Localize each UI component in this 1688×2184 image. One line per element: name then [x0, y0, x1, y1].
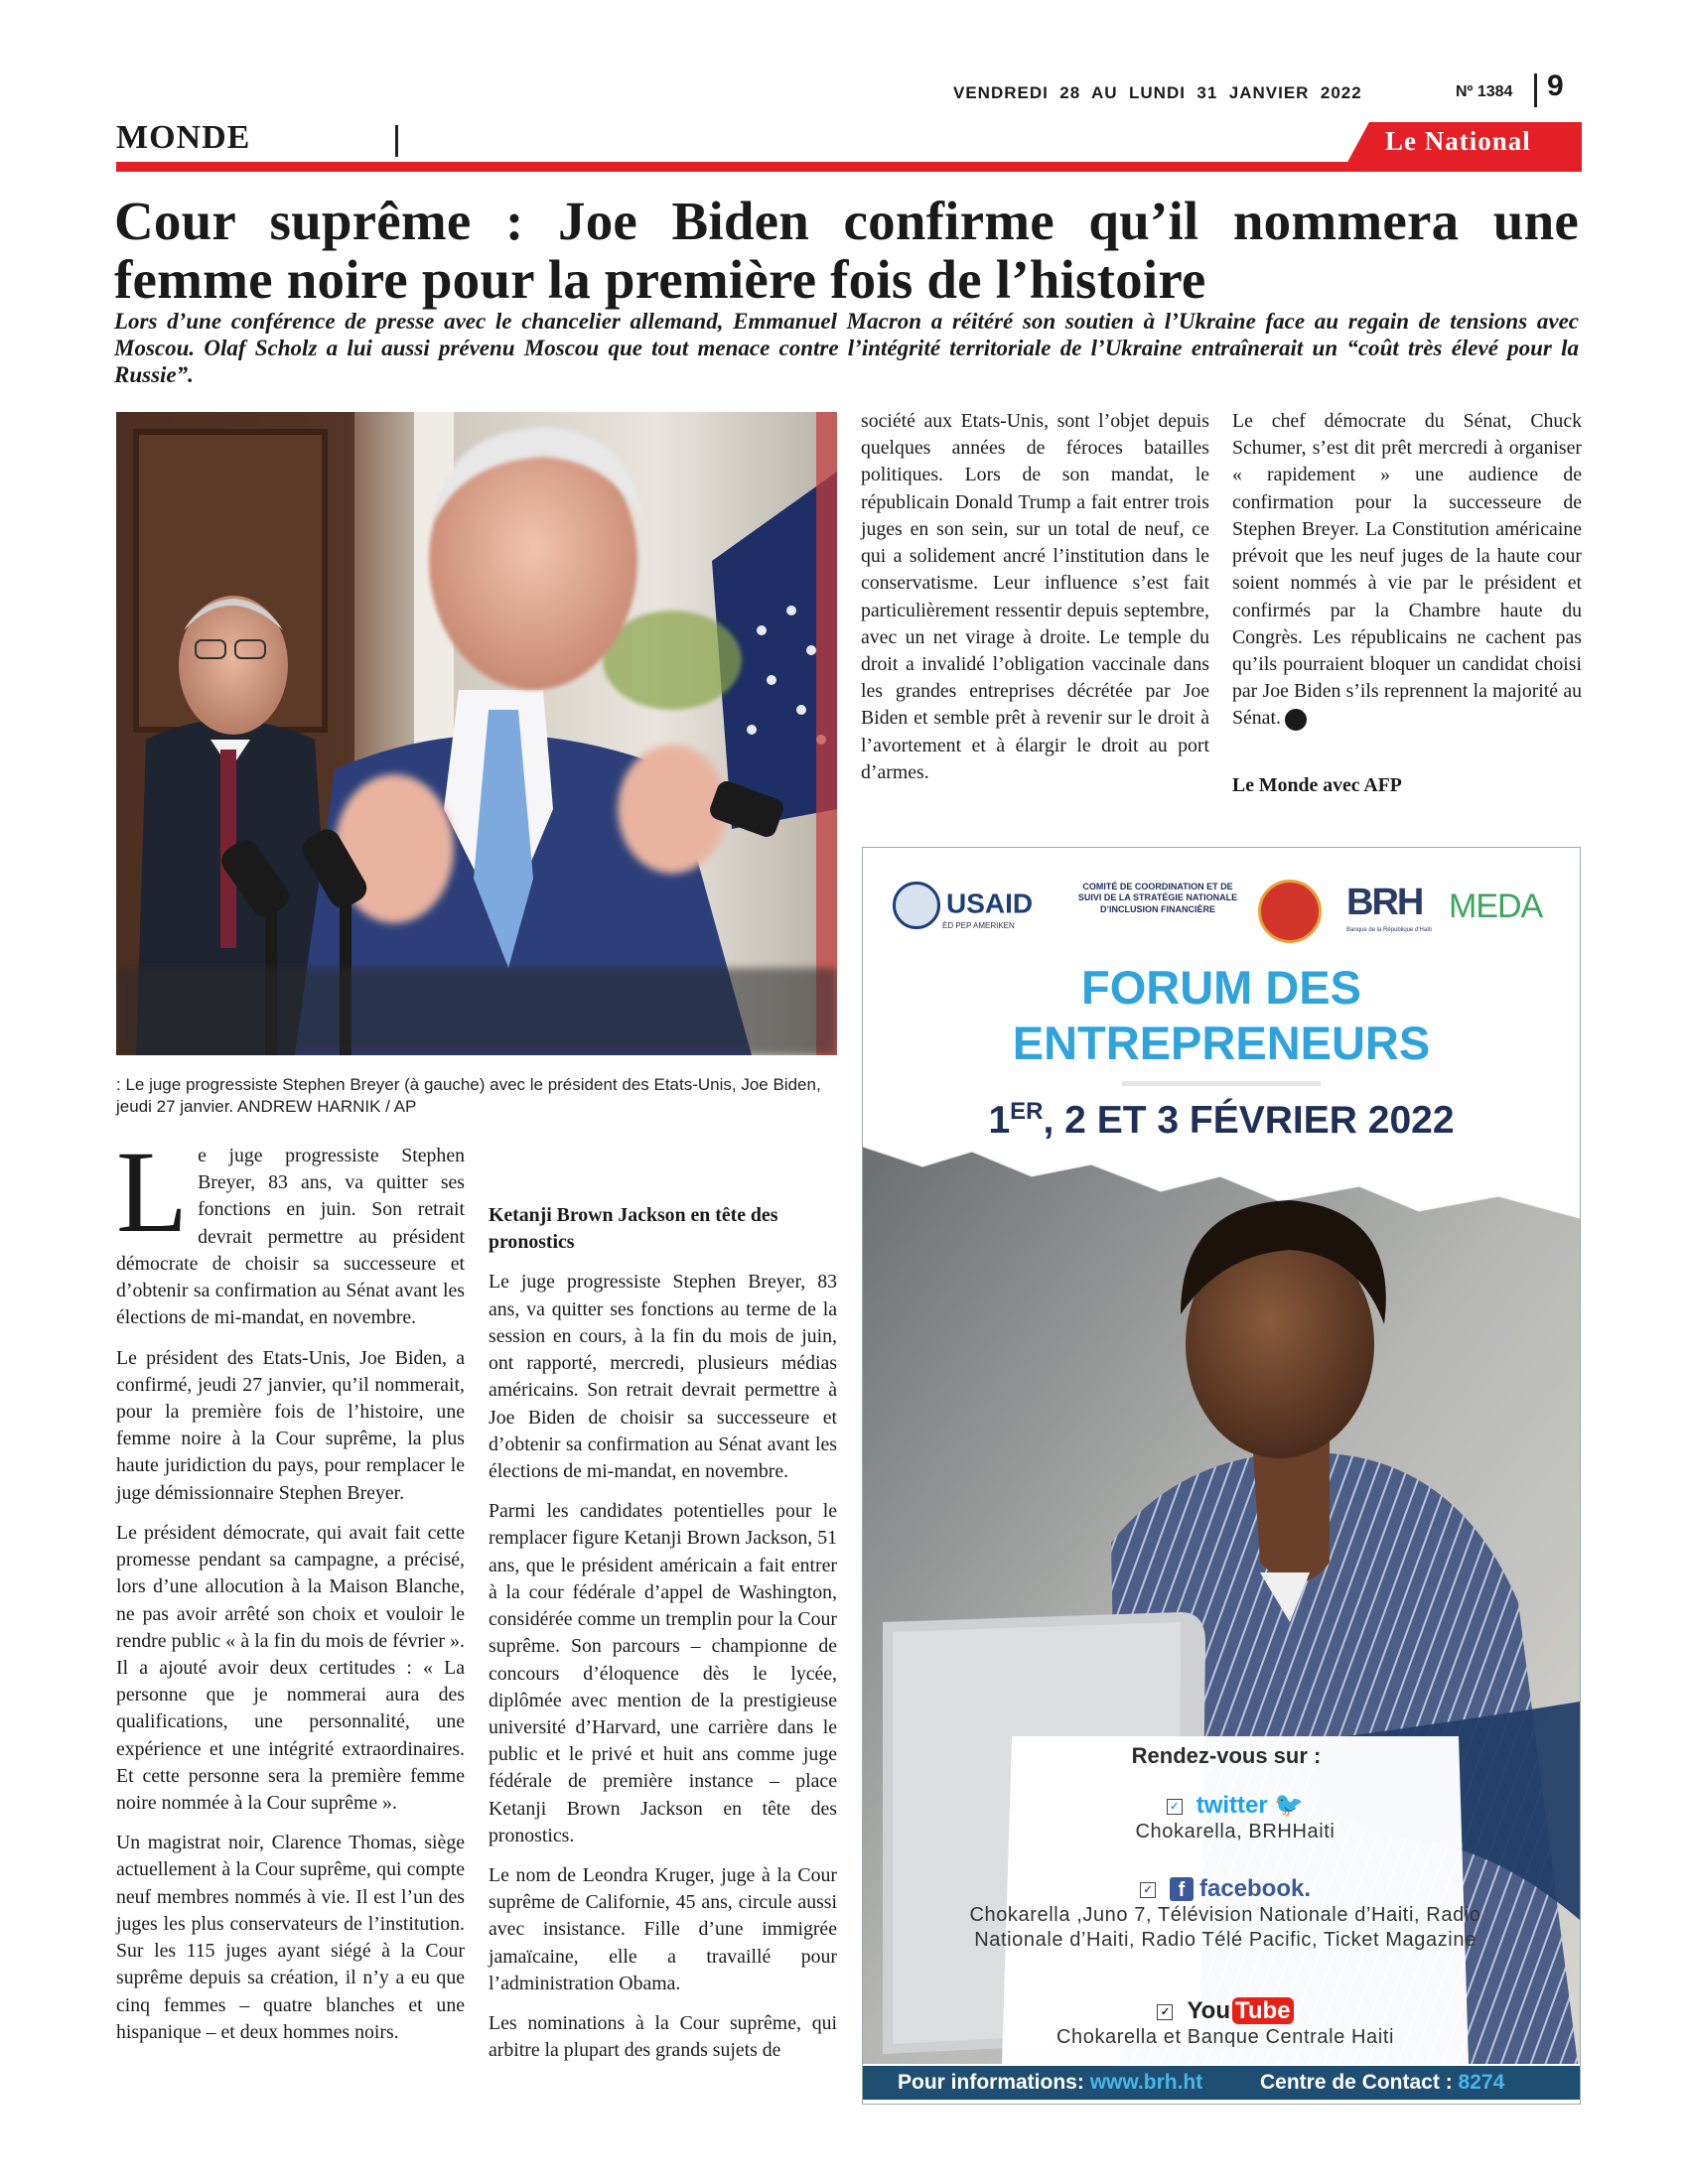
section-title: MONDE	[116, 119, 251, 156]
article-column-4	[1232, 408, 1582, 812]
meda-logo: MEDA	[1449, 887, 1543, 925]
photo-caption: : Le juge progressiste Stephen Breyer (à gauche) avec le président des Etats-Unis, Joe Biden, jeudi 27 janvier. ANDREW HARNIK / AP	[116, 1075, 821, 1117]
youtube-logo: You Tube	[1187, 1997, 1293, 2024]
paragraph-9	[1232, 408, 1582, 733]
twitter-bird-icon: 🐦	[1274, 1792, 1305, 1819]
usaid-logo: USAID ÈD PEP AMERIKEN	[893, 882, 1033, 929]
article-column-2	[489, 1143, 837, 2065]
article-lede: Lors d’une conférence de presse avec le chancelier allemand, Emmanuel Macron a réitéré son soutien à l’Ukraine face au regain de tensions avec Moscou. Olaf Scholz a lui aussi prévenu Moscou que tout menace contre l’intégrité territoriale de l’Ukraine entraînerait un “coût très élevé pour la Russie”.	[114, 309, 1579, 387]
paragraph-1	[116, 1127, 465, 1332]
ad-twitter-accounts: Chokarella, BRHHaiti	[1135, 1821, 1336, 1843]
ccsnif-logo: COMITÉ DE COORDINATION ET DE SUIVI DE LA STRATÉGIE NATIONALE D’INCLUSION FINANCIÈRE	[1077, 882, 1238, 914]
ad-url[interactable]: www.brh.ht	[1089, 2071, 1203, 2094]
sponsor-logos	[863, 868, 1580, 941]
issue-number: Nº 1384	[1456, 83, 1513, 100]
ministry-crest-icon	[1258, 880, 1322, 943]
paragraph-4: Un magistrat noir, Clarence Thomas, siège actuellement à la Cour suprême, qui compte neuf membres nommés à vie. Il est l’un des juges les plus conservateurs de l’institution. Sur les 115 juges ayant siégé à la Cour suprême depuis sa création, il n’y a eu que cinq femmes – quatre blanches et une hispanique – et deux hommes noirs.	[116, 1832, 465, 2043]
ad-title-line-1: FORUM DES	[1081, 961, 1361, 1014]
brh-logo: BRH Banque de la République d'Haïti	[1346, 882, 1432, 933]
paragraph-6: Parmi les candidates potentielles pour le remplacer figure Ketanji Brown Jackson, 51 ans, que le président américain a fait entrer à la cour fédérale d’appel de Washington, considérée comme un tremplin pour la Cour suprême. Son parcours – championne de concours d’éloquence dès le lycée, diplômée avec mention de la prestigieuse université d’Harvard, une carrière dans le public et le privé et huit ans comme juge fédérale de première instance – place Ketanji Brown Jackson en tête des pronostics.	[489, 1500, 837, 1846]
ad-footer	[863, 2066, 1580, 2100]
ad-facebook	[957, 1875, 1493, 1953]
paragraph-8: Les nominations à la Cour suprême, qui arbitre la plupart des grands sujets de	[489, 2012, 837, 2062]
checkbox-icon: ✓	[1157, 2004, 1173, 2020]
drop-cap: L	[116, 1127, 189, 1257]
facebook-f-icon: f	[1170, 1877, 1194, 1901]
section-divider	[395, 125, 398, 157]
paragraph-9-text: Le chef démocrate du Sénat, Chuck Schumer, s’est dit prêt mercredi à organiser « rapidement » une audience de confirmation pour la successeure de Stephen Breyer. La Constitution américaine prévoit que les neuf juges de la haute cour soient nommés à vie par le président et confirmés par la Chambre haute du Congrès. Les républicains ne cachent pas qu’ils pourraient bloquer un candidat choisi par Joe Biden s’ils reprennent la majorité au Sénat.	[1232, 410, 1582, 730]
ad-title-underline	[1122, 1081, 1321, 1086]
twitter-logo: twitter	[1196, 1792, 1268, 1819]
checkbox-icon: ✓	[1167, 1799, 1183, 1815]
ad-facebook-accounts: Chokarella ,Juno 7, Télévision Nationale d’Haiti, Radio Nationale d’Haiti, Radio Télé Pacific, Ticket Magazine	[969, 1904, 1481, 1951]
ad-title	[863, 960, 1580, 1071]
ad-info: Pour informations: www.brh.ht	[898, 2071, 1203, 2094]
paragraph-2: Le président des Etats-Unis, Joe Biden, a confirmé, jeudi 27 janvier, qu’il nommerait, pour la première fois de l’histoire, une femme noire à la Cour suprême, la plus haute juridiction du pays, pour remplacer le juge démissionnaire Stephen Breyer.	[116, 1346, 465, 1504]
article-byline: Le Monde avec AFP	[1232, 773, 1402, 796]
advertisement	[862, 847, 1581, 2105]
article-photo	[116, 412, 837, 1055]
ad-dates: 1ER, 2 ET 3 FÉVRIER 2022	[988, 1098, 1455, 1142]
paragraph-8-continued: société aux Etats-Unis, sont l’objet depuis quelques années de féroces batailles politiques. Lors de son mandat, le républicain Donald Trump a fait entrer trois juges en son sein, sur un total de neuf, ce qui a solidement ancré l’institution dans le conservatisme. Leur influence s’est fait particulièrement ressentir depuis septembre, avec un net virage à droite. Le temple du droit a invalidé l’obligation vaccinale dans les grandes entreprises décrétée par Joe Biden et semble prêt à revenir sur le droit à l’avortement et à élargir le droit au port d’armes.	[861, 410, 1209, 783]
brand-logo: Le National	[1385, 126, 1531, 156]
article-subhead: Ketanji Brown Jackson en tête des pronostics	[489, 1204, 778, 1254]
ad-youtube	[992, 1997, 1459, 2050]
paragraph-5: Le juge progressiste Stephen Breyer, 83 ans, va quitter ses fonctions au terme de la session en cours, à la fin du mois de juin, ont rapporté, mercredi, plusieurs médias américains. Son retrait devrait permettre à Joe Biden de choisir sa successeure et d’obtenir sa confirmation au Sénat avant les élections de mi-mandat, en novembre.	[489, 1271, 837, 1482]
paragraph-1-text: e juge progressiste Stephen Breyer, 83 ans, va quitter ses fonctions en juin. Son retrait devrait permettre au président démocrate de choisir sa successeure et d’obtenir sa confirmation au Sénat avant les élections de mi-mandat, en novembre.	[116, 1145, 465, 1329]
issue-date: VENDREDI 28 AU LUNDI 31 JANVIER 2022	[953, 83, 1362, 102]
facebook-logo: facebook.	[1198, 1875, 1312, 1902]
page-number: 9	[1547, 69, 1564, 102]
paragraph-3: Le président démocrate, qui avait fait cette promesse pendant sa campagne, a précisé, lors d’une allocution à la Maison Blanche, ne pas avoir arrêté son choix et vouloir le rendre public « à la fin du mois de février ». Il a ajouté avoir deux certitudes : « La personne que je nommerai aura des qualifications, une personnalité, une expérience et une intégrité extraordinaires. Et cette personne sera la première femme noire nommée à la Cour suprême ».	[116, 1521, 465, 1815]
usaid-seal-icon	[893, 882, 940, 929]
article-headline: Cour suprême : Joe Biden confirme qu’il nommera une femme noire pour la première fois de l’histoire	[114, 191, 1579, 310]
end-mark-icon	[1285, 709, 1307, 731]
ad-twitter	[1012, 1791, 1459, 1844]
ad-title-line-2: ENTREPRENEURS	[1012, 1017, 1431, 1069]
paragraph-7: Le nom de Leondra Kruger, juge à la Cour suprême de Californie, 45 ans, circule aussi avec insistance. Fille d’une immigrée jamaïcaine, elle a travaillé pour l’administration Obama.	[489, 1864, 837, 1994]
article-column-3	[861, 408, 1209, 799]
ad-rendezvous: Rendez-vous sur :	[1131, 1743, 1322, 1768]
article-column-1	[116, 1127, 465, 2046]
ad-youtube-accounts: Chokarella et Banque Centrale Haiti	[1055, 2026, 1395, 2048]
ad-contact: Centre de Contact : 8274	[1260, 2071, 1505, 2094]
checkbox-icon: ✓	[1140, 1882, 1156, 1898]
header-divider	[1534, 73, 1537, 107]
